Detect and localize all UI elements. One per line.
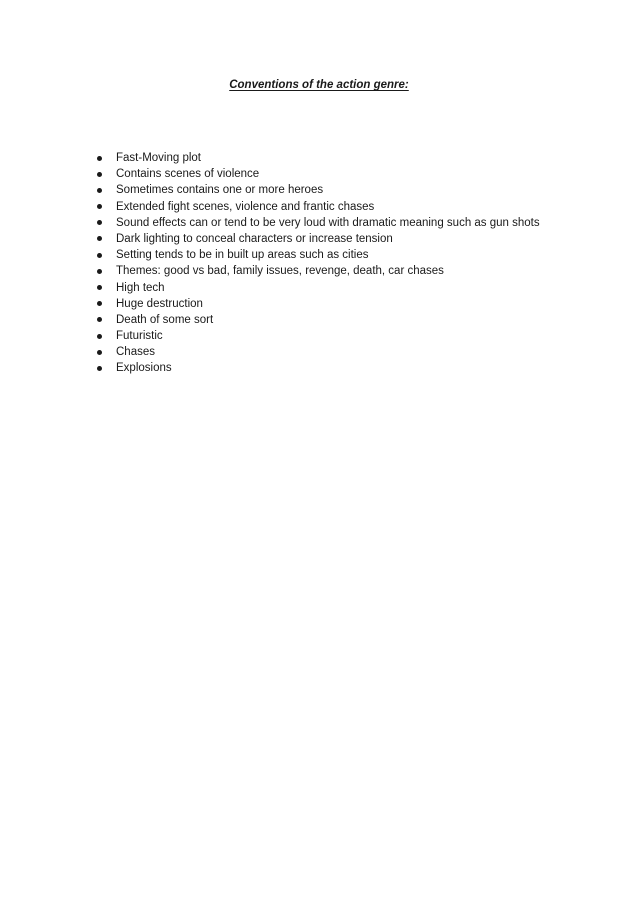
- list-item-text: Explosions: [116, 362, 172, 375]
- list-item-text: Sometimes contains one or more heroes: [116, 184, 324, 197]
- list-item-text: Fast-Moving plot: [116, 152, 202, 164]
- bullet-icon: [97, 269, 102, 274]
- bullet-icon: [97, 188, 102, 193]
- conventions-list: [97, 150, 577, 377]
- bullet-icon: [97, 366, 102, 371]
- list-item: [97, 150, 577, 166]
- bullet-icon: [97, 350, 102, 355]
- list-item: [97, 328, 577, 344]
- bullet-icon: [97, 334, 102, 339]
- list-item-text: Contains scenes of violence: [116, 168, 260, 181]
- bullet-icon: [97, 317, 102, 322]
- list-item: [97, 199, 577, 215]
- list-item-text: Death of some sort: [116, 313, 214, 326]
- list-item: [97, 166, 577, 182]
- list-item: [97, 360, 577, 376]
- bullet-icon: [97, 253, 102, 258]
- list-item-text: Extended fight scenes, violence and frantic chases: [116, 200, 375, 213]
- bullet-icon: [97, 204, 102, 209]
- list-item: [97, 215, 577, 231]
- list-item: [97, 344, 577, 360]
- bullet-icon: [97, 301, 102, 306]
- list-item-text: Dark lighting to conceal characters or increase tension: [116, 232, 393, 245]
- list-item: [97, 231, 577, 247]
- list-item-text: Chases: [116, 346, 155, 359]
- list-item: [97, 263, 577, 279]
- bullet-icon: [97, 172, 102, 177]
- list-item-text: High tech: [116, 281, 165, 294]
- bullet-icon: [97, 156, 102, 161]
- list-item: [97, 280, 577, 296]
- bullet-icon: [97, 236, 102, 241]
- list-item: [97, 312, 577, 328]
- list-item: [97, 296, 577, 312]
- list-item-text: Themes: good vs bad, family issues, revenge, death, car chases: [116, 265, 444, 278]
- list-item-text: Setting tends to be in built up areas such as cities: [116, 249, 369, 262]
- list-item-text: Futuristic: [116, 330, 163, 343]
- list-item: [97, 247, 577, 263]
- list-item-text: Sound effects can or tend to be very loud with dramatic meaning such as gun shots: [116, 216, 540, 229]
- document-title: Conventions of the action genre:: [229, 79, 409, 91]
- bullet-icon: [97, 220, 102, 225]
- bullet-icon: [97, 285, 102, 290]
- list-item: [97, 182, 577, 198]
- list-item-text: Huge destruction: [116, 297, 203, 310]
